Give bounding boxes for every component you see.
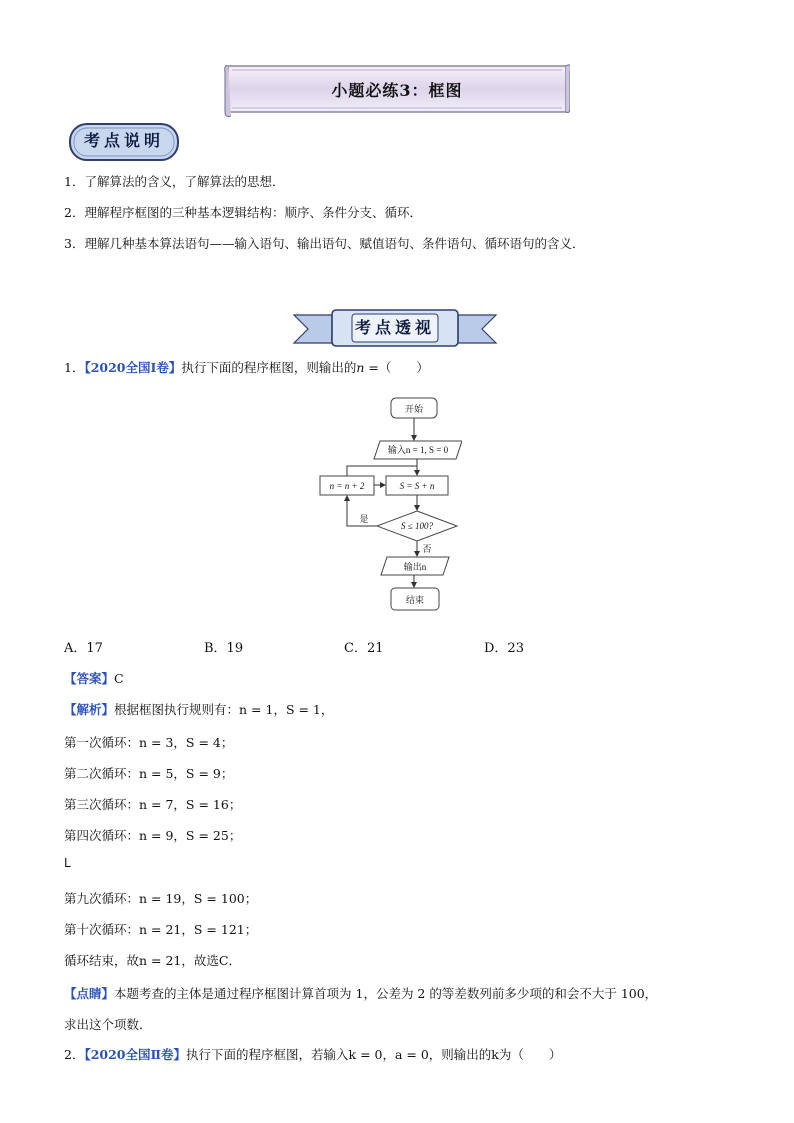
q1-option-a: A．17 [64, 641, 103, 656]
page-title: 小题必练3：框图 [331, 81, 463, 100]
q1-option-c: C．21 [344, 641, 384, 656]
q1-step-10: 第十次循环：n = 21，S = 121； [64, 922, 258, 937]
flow-assign-n-text: n = n + 2 [329, 481, 365, 491]
q1-answer: 【答案】C [64, 671, 124, 686]
flow-input-text: 输入n = 1, S = 0 [387, 445, 449, 455]
flow-condition-text: S ≤ 100? [401, 521, 433, 531]
flow-output-text: 输出n [403, 562, 427, 572]
q1-flowchart [316, 390, 462, 618]
q1-option-d: D．23 [484, 641, 524, 656]
q1-stem: 1．【2020全国Ⅰ卷】执行下面的程序框图，则输出的n =（ ） [64, 360, 429, 375]
objective-3: 3．理解几种基本算法语句——输入语句、输出语句、赋值语句、条件语句、循环语句的含义． [64, 236, 585, 251]
q1-option-b: B．19 [204, 641, 244, 656]
q1-step-9: 第九次循环：n = 19，S = 100； [64, 891, 258, 906]
q2-stem: 2．【2020全国Ⅱ卷】执行下面的程序框图，若输入k = 0，a = 0，则输出的k为（ ） [64, 1047, 562, 1062]
q1-comment-cont: 求出这个项数． [64, 1017, 152, 1032]
objective-2: 2．理解程序框图的三种基本逻辑结构：顺序、条件分支、循环． [64, 205, 422, 220]
q1-comment: 【点睛】本题考查的主体是通过程序框图计算首项为 1，公差为 2 的等差数列前多少项的和会不大于 100， [64, 986, 658, 1001]
q1-conclusion: 循环结束，故n = 21，故选C． [64, 953, 241, 968]
flow-start-text: 开始 [404, 404, 424, 414]
q1-step-3: 第三次循环：n = 7，S = 16； [64, 797, 242, 812]
q1-step-ellipsis: L [64, 856, 71, 870]
q1-analysis: 【解析】根据框图执行规则有：n = 1，S = 1， [64, 702, 334, 717]
flow-yes-label: 是 [359, 514, 369, 524]
section-badge-toushi: 考点透视 [354, 318, 435, 337]
flow-no-label: 否 [422, 544, 432, 554]
q1-step-2: 第二次循环：n = 5，S = 9； [64, 766, 234, 781]
objective-1: 1．了解算法的含义，了解算法的思想． [64, 174, 285, 189]
q1-step-1: 第一次循环：n = 3，S = 4； [64, 735, 234, 750]
section-badge-kaodian: 考点说明 [83, 131, 164, 150]
q1-step-4: 第四次循环：n = 9，S = 25； [64, 828, 242, 843]
flow-assign-s-text: S = S + n [399, 481, 435, 491]
flow-end-text: 结束 [405, 595, 425, 605]
